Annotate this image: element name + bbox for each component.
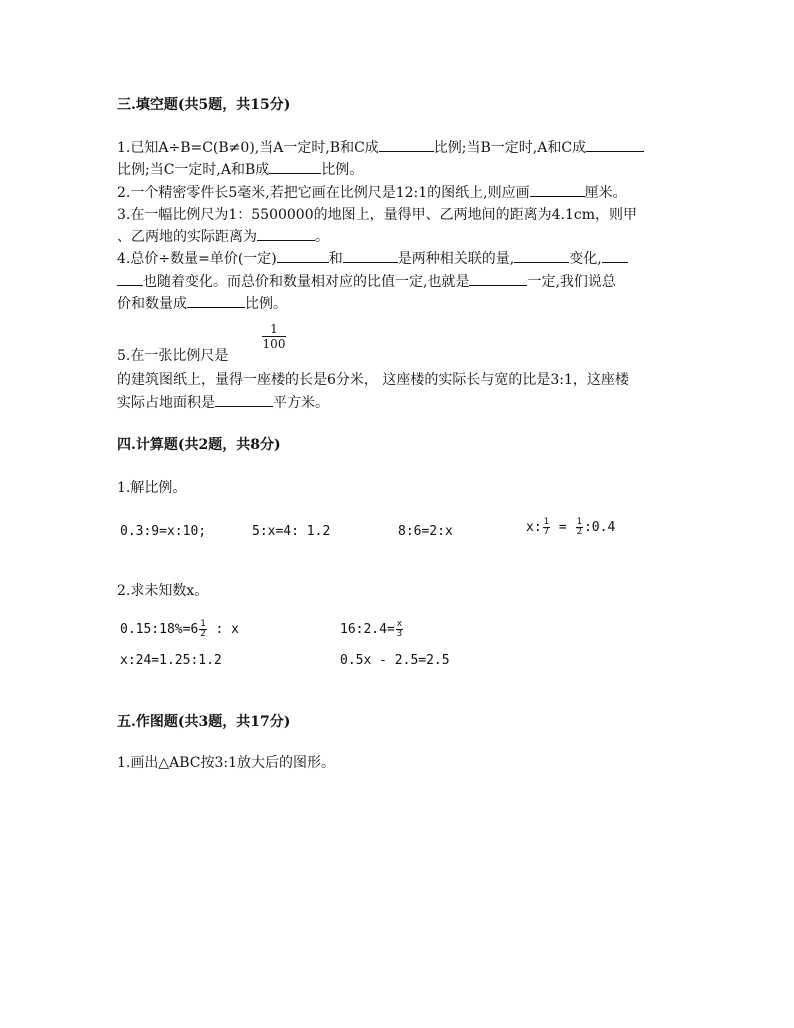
s4-q1-eq1: 0.3:9=x:10; [120,524,207,539]
answer-blank[interactable] [379,137,434,152]
fraction-denominator: 3 [396,629,403,639]
s3-q5-line3 [117,392,329,414]
s3-q3-text-b: 。 [315,229,329,245]
s3-q1-text-b: 比例;当B一定时,A和C成 [433,140,587,156]
answer-blank[interactable] [257,226,315,241]
s4-q1-eq4 [526,518,615,537]
s3-q5-text-a: 实际占地面积是 [117,395,215,411]
s3-q5-line1: 5.在一张比例尺是 [117,348,229,364]
answer-blank[interactable] [277,248,329,263]
s3-q2-text-b: 厘米。 [584,185,627,201]
s3-q2-text-a: 2.一个精密零件长5毫米,若把它画在比例尺是12:1的图纸上,则应画 [117,185,530,201]
answer-blank[interactable] [469,271,527,286]
s3-q4-line3 [117,293,287,315]
eq1-text-a: 0.15:18%=6 [120,622,199,637]
answer-blank[interactable] [269,159,321,174]
s3-q4-text-d: 变化, [569,251,602,267]
section4-title: 四.计算题(共2题，共8分) [117,437,281,453]
answer-blank[interactable] [530,182,585,197]
scale-fraction [262,322,286,351]
s4-q2-eq4: 0.5x - 2.5=2.5 [340,653,450,668]
s3-q3-line2 [117,226,329,248]
s4-q2-eq3: x:24=1.25:1.2 [120,653,222,668]
s3-q4-text-h: 比例。 [245,296,287,312]
eq4-text-b: :0.4 [583,520,616,535]
s4-q2-label: 2.求未知数x。 [117,583,209,599]
s4-q1-eq2: 5:x=4: 1.2 [252,524,331,539]
answer-blank[interactable] [215,392,273,407]
fraction [396,620,403,639]
eq4-text-mid: = [551,520,575,535]
s3-q4-line1 [117,248,628,270]
answer-blank[interactable] [343,248,398,263]
fraction [543,518,550,537]
s3-q4-text-f: 一定,我们说总 [527,274,616,290]
s3-q4-text-g: 价和数量成 [117,296,187,312]
answer-blank[interactable] [602,248,628,263]
s4-q1-label: 1.解比例。 [117,480,187,496]
s3-q3-line1: 3.在一幅比例尺为1：5500000的地图上，量得甲、乙两地间的距离为4.1cm，则甲 [117,207,637,223]
s5-q1: 1.画出△ABC按3:1放大后的图形。 [117,755,336,771]
s3-q1-text-a: 1.已知A÷B=C(B≠0),当A一定时,B和C成 [117,140,379,156]
s3-q4-text-b: 和 [328,251,343,267]
eq4-text-a: x: [526,520,542,535]
section3-title: 三.填空题(共5题，共15分) [117,97,291,113]
eq2-text-a: 16:2.4= [340,622,395,637]
s3-q1-line2 [117,159,363,181]
scale-fraction-denominator: 100 [262,337,286,351]
answer-blank[interactable] [514,248,569,263]
s3-q1-text-d: 比例。 [321,162,364,178]
answer-blank[interactable] [117,271,143,286]
s3-q2-line [117,182,627,204]
s3-q5-line2: 的建筑图纸上，量得一座楼的长是6分米， 这座楼的实际长与宽的比是3:1，这座楼 [117,372,629,388]
fraction [576,518,583,537]
s4-q2-eq1 [120,620,239,639]
s3-q4-text-c: 是两种相关联的量, [397,251,515,267]
s3-q1-line1 [117,137,644,159]
s3-q4-text-e: 也随着变化。而总价和数量相对应的比值一定,也就是 [143,274,470,290]
eq1-text-b: : x [207,622,240,637]
fraction-denominator: 7 [543,527,550,537]
scale-fraction-numerator: 1 [262,322,286,337]
s3-q1-text-c: 比例;当C一定时,A和B成 [117,162,270,178]
s3-q4-text-a: 4.总价÷数量=单价(一定) [117,251,277,267]
answer-blank[interactable] [187,293,245,308]
s4-q2-eq2 [340,620,404,639]
s4-q1-eq3: 8:6=2:x [398,524,453,539]
s3-q4-line2 [117,271,616,293]
fraction-numerator: 1 [543,517,550,527]
fraction-numerator: x [396,619,403,629]
section5-title: 五.作图题(共3题，共17分) [117,714,291,730]
fraction-denominator: 2 [200,629,206,639]
fraction [199,620,206,639]
fraction-denominator: 2 [576,527,582,537]
fraction-numerator: 1 [576,517,582,527]
s3-q5-text-b: 平方米。 [273,395,329,411]
fraction-numerator: 1 [200,619,206,629]
s3-q3-text-a: 、乙两地的实际距离为 [117,229,257,245]
answer-blank[interactable] [586,137,644,152]
